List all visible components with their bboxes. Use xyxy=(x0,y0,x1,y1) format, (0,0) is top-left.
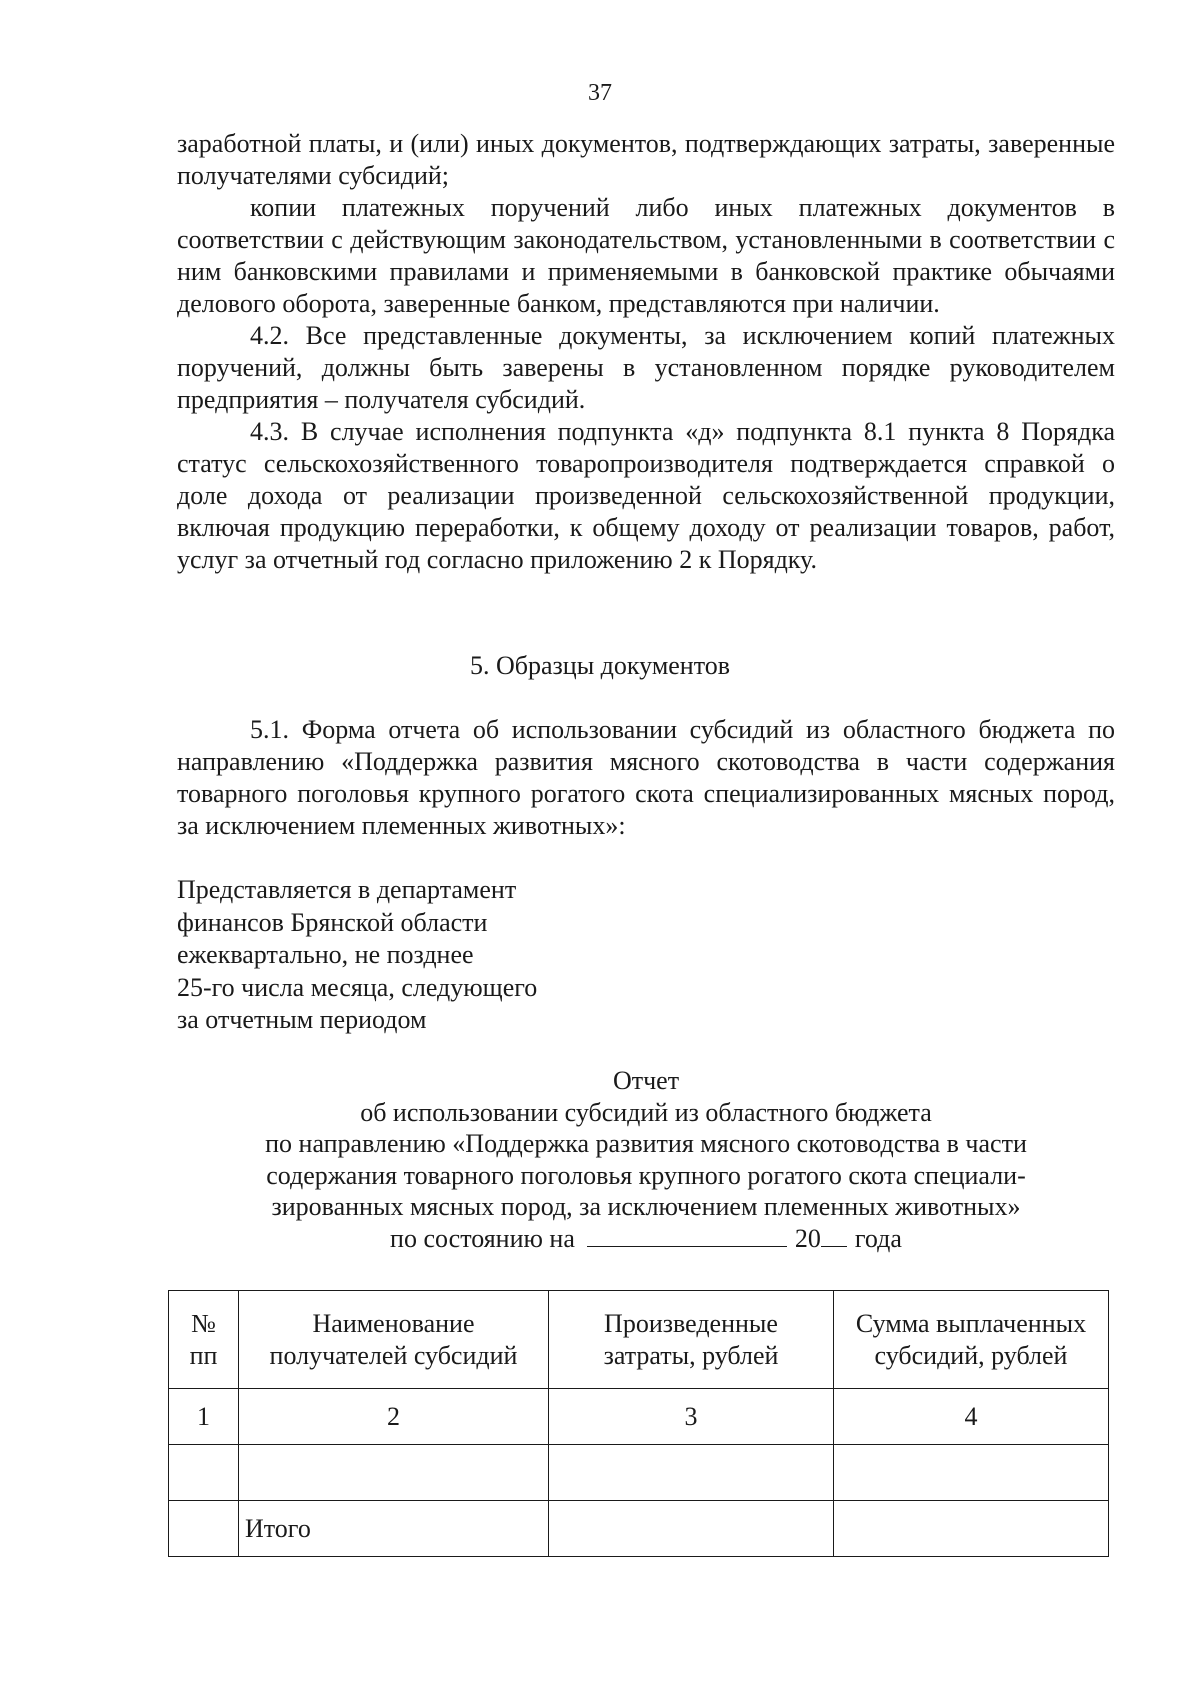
report-table xyxy=(168,1290,1109,1557)
report-title xyxy=(177,1065,1115,1254)
report-title-line: зированных мясных пород, за исключением племенных животных» xyxy=(271,1192,1021,1221)
paragraph-payment-orders: копии платежных поручений либо иных платежных документов в соответствии с действующим законодательством, установленными в соответствии с ним банковскими правилами и применяемыми в банковской практике обычаями делового оборота, заверенные банком, представляются при наличии. xyxy=(177,193,1115,318)
column-number-cell: 1 xyxy=(169,1389,239,1445)
body-text xyxy=(177,128,1115,576)
header-recipient-name: Наименование получателей субсидий xyxy=(239,1291,549,1389)
date-blank[interactable] xyxy=(587,1224,787,1247)
report-date-line xyxy=(177,1223,1115,1255)
submission-note-line: ежеквартально, не позднее xyxy=(177,940,474,969)
submission-note-line: 25-го числа месяца, следующего xyxy=(177,972,538,1002)
table-cell[interactable] xyxy=(239,1445,549,1501)
header-number: № пп xyxy=(169,1291,239,1389)
report-title-line: содержания товарного поголовья крупного рогатого скота специали- xyxy=(266,1160,1026,1190)
table-row-total xyxy=(169,1501,1109,1557)
report-title-line: Отчет xyxy=(612,1066,680,1095)
total-label: Итого xyxy=(239,1501,549,1557)
submission-note-line: за отчетным периодом xyxy=(177,1005,427,1034)
table-cell[interactable] xyxy=(549,1501,834,1557)
report-title-line: по направлению «Поддержка развития мясного скотоводства в части xyxy=(265,1129,1027,1158)
year-blank[interactable] xyxy=(821,1224,847,1247)
paragraph-4-2: 4.2. Все представленные документы, за исключением копий платежных поручений, должны быть заверены в установленном порядке руководителем предприятия – получателя субсидий. xyxy=(177,321,1115,414)
table-cell[interactable] xyxy=(169,1501,239,1557)
header-subsidy-amount: Сумма выплаченных субсидий, рублей xyxy=(834,1291,1109,1389)
table-row-empty xyxy=(169,1445,1109,1501)
submission-note-line: финансов Брянской области xyxy=(177,907,488,937)
date-prefix: по состоянию на xyxy=(390,1223,575,1253)
year-prefix: 20 xyxy=(794,1223,821,1253)
table-row-column-numbers xyxy=(169,1389,1109,1445)
column-number-cell: 2 xyxy=(239,1389,549,1445)
table-cell[interactable] xyxy=(834,1445,1109,1501)
table-header-row xyxy=(169,1291,1109,1389)
table-cell[interactable] xyxy=(834,1501,1109,1557)
report-title-line: об использовании субсидий из областного бюджета xyxy=(360,1097,932,1127)
paragraph-4-3: 4.3. В случае исполнения подпункта «д» подпункта 8.1 пункта 8 Порядка статус сельскохозяйственного товаропроизводителя подтверждается справкой о доле дохода от реализации произведенной сельскохозяйственной продукции, включая продукцию переработки, к общему доходу от реализации товаров, работ, услуг за отчетный год согласно приложению 2 к Порядку. xyxy=(177,417,1115,574)
submission-note-line: Представляется в департамент xyxy=(177,875,517,904)
submission-note xyxy=(177,874,637,1037)
form-description xyxy=(177,714,1115,842)
paragraph-salary-docs: заработной платы, и (или) иных документов, подтверждающих затраты, заверенные получателями субсидий; xyxy=(177,129,1115,190)
page-number: 37 xyxy=(588,80,612,106)
table-cell[interactable] xyxy=(169,1445,239,1501)
column-number-cell: 3 xyxy=(549,1389,834,1445)
paragraph-5-1: 5.1. Форма отчета об использовании субсидий из областного бюджета по направлению «Поддержка развития мясного скотоводства в части содержания товарного поголовья крупного рогатого скота специализированных мясных пород, за исключением племенных животных»: xyxy=(177,715,1115,840)
section-heading: 5. Образцы документов xyxy=(469,651,731,680)
header-expenses: Произведенные затраты, рублей xyxy=(549,1291,834,1389)
column-number-cell: 4 xyxy=(834,1389,1109,1445)
year-suffix: года xyxy=(854,1223,902,1253)
table-cell[interactable] xyxy=(549,1445,834,1501)
